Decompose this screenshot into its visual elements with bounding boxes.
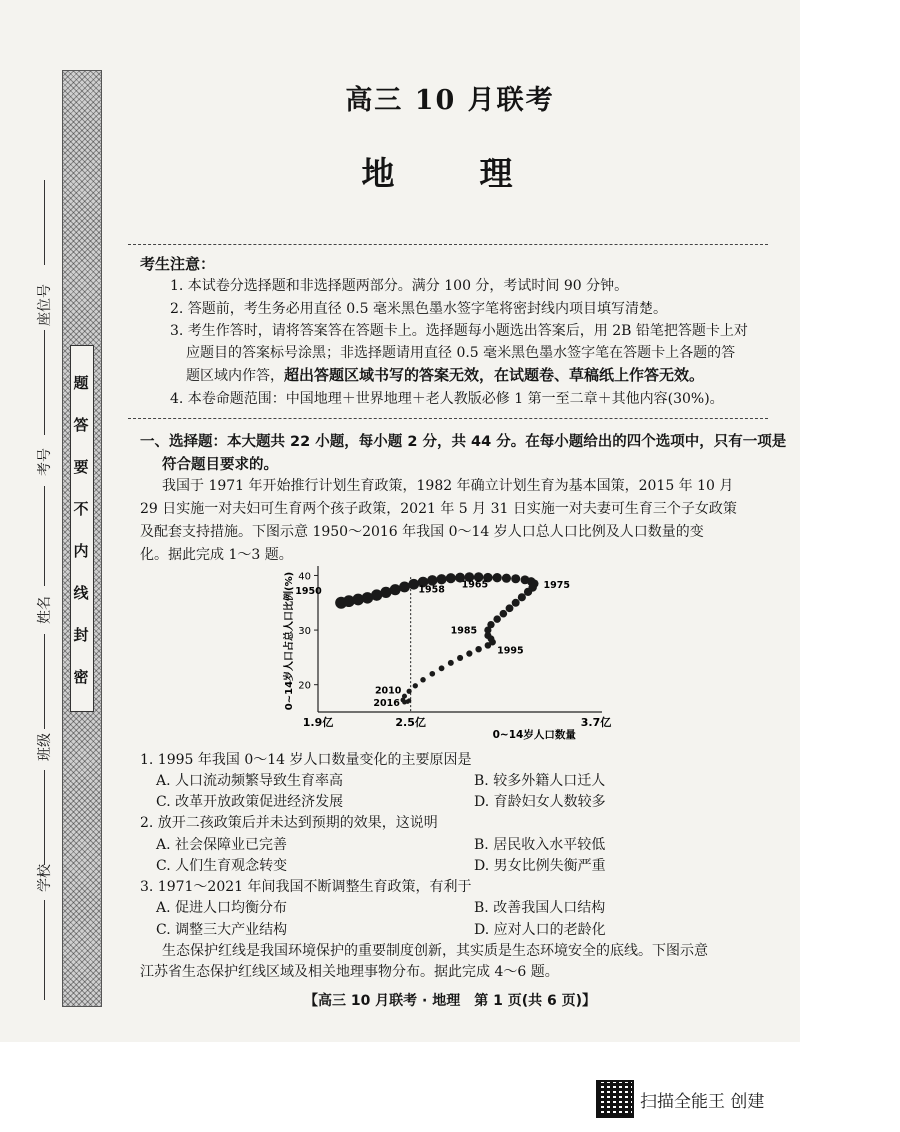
exam-title: 高三 10 月联考: [345, 85, 555, 116]
notice-item: 2. 答题前，考生务必用直径 0.5 毫米黑色墨水签字笔将密封线内项目填写清楚。: [170, 301, 667, 317]
passage-line: 江苏省生态保护红线区域及相关地理事物分布。据此完成 4～6 题。: [140, 964, 559, 980]
year-label: 2010: [374, 685, 402, 697]
seal-char: 题: [73, 374, 89, 392]
option-d: D. 育龄妇女人数较多: [474, 794, 606, 810]
x-axis-title: 0~14岁人口数量: [492, 729, 576, 741]
option-b: B. 居民收入水平较低: [474, 837, 606, 853]
year-label: 1985: [450, 625, 478, 637]
blank-line: [44, 486, 45, 586]
data-point: [413, 683, 418, 688]
seat-number-label: 座位号: [37, 284, 53, 326]
data-point: [485, 642, 492, 649]
blank-line: [44, 634, 45, 729]
seal-char: 不: [73, 500, 89, 518]
year-label: 1950: [295, 586, 322, 598]
x-tick-label: 1.9亿: [302, 716, 334, 729]
data-point: [506, 604, 514, 612]
data-point: [407, 689, 412, 694]
notice-item: 1. 本试卷分选择题和非选择题两部分。满分 100 分，考试时间 90 分钟。: [170, 278, 629, 294]
passage-line: 生态保护红线是我国环境保护的重要制度创新，其实质是生态环境安全的底线。下图示意: [162, 943, 708, 959]
data-point: [399, 581, 410, 592]
notice-item: 4. 本卷命题范围：中国地理＋世界地理＋老人教版必修 1 第一至二章＋其他内容(30%)。: [170, 391, 724, 407]
data-point: [390, 584, 401, 595]
scanner-watermark: 扫描全能王 创建: [640, 1092, 765, 1112]
data-point: [524, 588, 532, 596]
data-point: [448, 660, 454, 666]
divider: [128, 418, 768, 419]
data-point: [512, 599, 520, 607]
option-b: B. 较多外籍人口迁人: [474, 773, 606, 789]
name-label: 姓名: [37, 596, 53, 624]
passage-line: 及配套支持措施。下图示意 1950～2016 年我国 0～14 岁人口总人口比例及人口数量的变: [140, 524, 704, 540]
data-point: [429, 671, 435, 677]
option-a: A. 促进人口均衡分布: [156, 900, 288, 916]
year-label: 1995: [497, 645, 524, 657]
data-point: [492, 573, 501, 582]
data-point: [518, 593, 526, 601]
data-point: [500, 610, 508, 618]
seal-char: 要: [73, 458, 89, 476]
option-b: B. 改善我国人口结构: [474, 900, 606, 916]
y-axis-title: 0~14岁人口占总人口比例(%): [284, 571, 295, 711]
seal-char: 内: [73, 542, 89, 560]
seal-char: 封: [73, 626, 89, 644]
option-c: C. 人们生育观念转变: [156, 858, 288, 874]
notice-item: 应题目的答案标号涂黑；非选择题请用直径 0.5 毫米黑色墨水签字笔在答题卡上各题的答: [186, 345, 736, 361]
data-point: [493, 615, 501, 623]
section-heading-cont: 符合题目要求的。: [162, 457, 278, 473]
question-stem: 1. 1995 年我国 0～14 岁人口数量变化的主要原因是: [140, 752, 472, 768]
data-point: [439, 665, 445, 671]
option-c: C. 改革开放政策促进经济发展: [156, 794, 344, 810]
option-d: D. 男女比例失衡严重: [474, 858, 606, 874]
notice-item-prefix: [186, 365, 704, 386]
blank-line: [44, 900, 45, 1000]
notice-heading: 考生注意：: [140, 255, 216, 273]
x-tick-label: 3.7亿: [580, 716, 612, 729]
y-tick-label: 30: [298, 626, 311, 638]
data-point: [436, 574, 446, 584]
notice-warning: 超出答题区域书写的答案无效，在试题卷、草稿纸上作答无效。: [284, 366, 705, 384]
data-point: [446, 573, 456, 583]
question-stem: 3. 1971～2021 年间我国不断调整生育政策，有利于: [140, 879, 472, 895]
blank-line: [44, 330, 45, 435]
year-label: 2016: [373, 697, 400, 709]
option-a: A. 人口流动频繁导致生育率高: [156, 773, 344, 789]
data-point: [475, 646, 481, 652]
year-label: 1965: [461, 579, 489, 591]
data-point: [502, 574, 511, 583]
class-label: 班级: [37, 733, 53, 761]
qr-code-icon: [596, 1080, 634, 1118]
y-tick-label: 20: [298, 680, 311, 692]
data-point: [511, 574, 520, 583]
y-tick-label: 40: [298, 571, 311, 583]
seal-char: 答: [73, 416, 89, 434]
option-c: C. 调整三大产业结构: [156, 922, 288, 938]
subject-title: 地 理: [361, 154, 539, 193]
exam-number-label: 考号: [37, 448, 53, 476]
seal-char: 线: [73, 584, 89, 602]
divider: [128, 244, 768, 245]
option-a: A. 社会保障业已完善: [156, 837, 288, 853]
notice-item: 3. 考生作答时，请将答案答在答题卡上。选择题每小题选出答案后，用 2B 铅笔把答题卡上对: [170, 323, 748, 339]
data-point: [407, 698, 411, 702]
page-footer: 【高三 10 月联考 · 地理 第 1 页(共 6 页)】: [303, 993, 597, 1009]
x-tick-label: 2.5亿: [395, 716, 426, 729]
population-chart: [278, 560, 612, 750]
seal-line-box: [70, 345, 94, 712]
data-point: [457, 655, 463, 661]
year-label: 1958: [418, 584, 445, 596]
section-heading: 一、选择题：本大题共 22 小题，每小题 2 分，共 44 分。在每小题给出的四个选项中，只有一项是: [140, 434, 787, 450]
notice-item-text: 题区域内作答，: [186, 368, 284, 384]
year-label: 1975: [543, 580, 570, 592]
seal-char: 密: [73, 668, 89, 686]
passage-line: 29 日实施一对夫妇可生育两个孩子政策，2021 年 5 月 31 日实施一对夫妻可生育三个子女政策: [140, 501, 737, 517]
option-d: D. 应对人口的老龄化: [474, 922, 606, 938]
data-point: [420, 677, 425, 682]
data-point: [466, 650, 472, 656]
passage-line: 化。据此完成 1～3 题。: [140, 547, 293, 563]
school-label: 学校: [37, 864, 53, 892]
question-stem: 2. 放开二孩政策后并未达到预期的效果，这说明: [140, 815, 438, 831]
passage-line: 我国于 1971 年开始推行计划生育政策，1982 年确立计划生育为基本国策，2015 年 10 月: [162, 478, 734, 494]
